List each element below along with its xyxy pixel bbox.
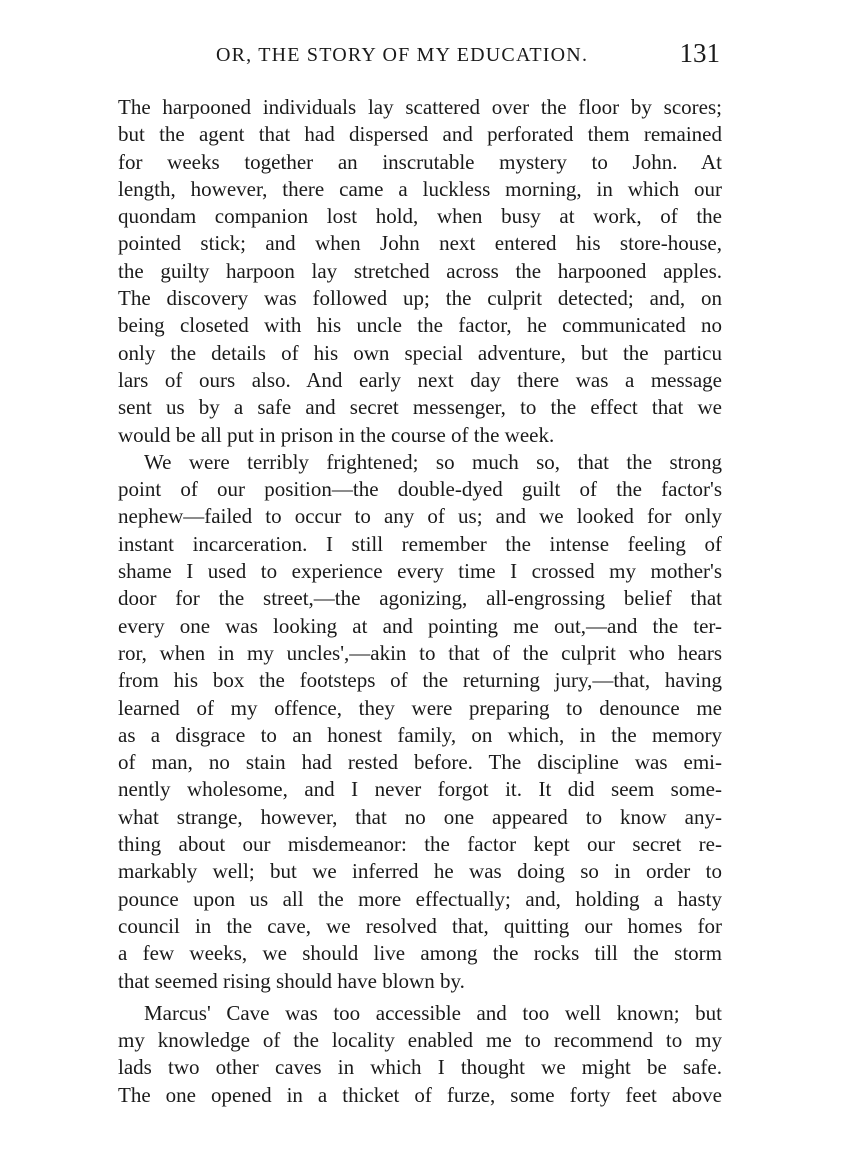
text-line: Marcus' Cave was too accessible and too well known; but	[144, 1000, 722, 1025]
text-line: from his box the footsteps of the returning jury,—that, having	[118, 668, 722, 693]
text-line: would be all put in prison in the course of the week.	[118, 422, 555, 447]
text-line: council in the cave, we resolved that, quitting our homes for	[118, 913, 722, 938]
text-line: The discovery was followed up; the culprit detected; and, on	[118, 286, 722, 311]
text-line: markably well; but we inferred he was doing so in order to	[118, 859, 722, 884]
text-line: every one was looking at and pointing me out,—and the ter-	[118, 613, 722, 638]
text-line: learned of my offence, they were preparing to denounce me	[118, 695, 722, 720]
running-header	[118, 38, 722, 72]
text-line: instant incarceration. I still remember the intense feeling of	[118, 531, 722, 556]
text-line: of man, no stain had rested before. The discipline was emi-	[118, 750, 722, 775]
text-line: point of our position—the double-dyed guilt of the factor's	[118, 477, 722, 502]
text-line: The one opened in a thicket of furze, some forty feet above	[118, 1082, 722, 1107]
text-line: ror, when in my uncles',—akin to that of the culprit who hears	[118, 640, 722, 665]
text-line: pounce upon us all the more effectually; and, holding a hasty	[118, 886, 722, 911]
text-line: what strange, however, that no one appeared to know any-	[118, 804, 722, 829]
text-line: shame I used to experience every time I crossed my mother's	[118, 559, 722, 584]
text-line: The harpooned individuals lay scattered over the floor by scores;	[118, 95, 722, 119]
text-line: lads two other caves in which I thought we might be safe.	[118, 1055, 722, 1080]
text-line: a few weeks, we should live among the rocks till the storm	[118, 941, 722, 966]
paragraph-1	[118, 94, 722, 449]
running-title: OR, THE STORY OF MY EDUCATION.	[216, 44, 589, 66]
text-line: only the details of his own special adventure, but the particu	[118, 340, 722, 365]
text-line: the guilty harpoon lay stretched across the harpooned apples.	[118, 258, 722, 283]
text-line: length, however, there came a luckless morning, in which our	[118, 176, 722, 201]
text-line: nently wholesome, and I never forgot it. It did seem some-	[118, 777, 722, 802]
page-number: 131	[679, 38, 720, 68]
text-line: as a disgrace to an honest family, on which, in the memory	[118, 722, 722, 747]
text-line: pointed stick; and when John next entered his store-house,	[118, 231, 722, 256]
text-line: that seemed rising should have blown by.	[118, 968, 465, 993]
text-line: quondam companion lost hold, when busy at work, of the	[118, 204, 722, 229]
text-line: lars of ours also. And early next day there was a message	[118, 367, 722, 392]
text-line: sent us by a safe and secret messenger, to the effect that we	[118, 395, 722, 420]
body-text	[118, 94, 722, 1109]
text-line: for weeks together an inscrutable mystery to John. At	[118, 149, 722, 174]
text-line: door for the street,—the agonizing, all-engrossing belief that	[118, 586, 722, 611]
paragraph-2	[118, 449, 722, 995]
paragraph-3	[118, 1000, 722, 1109]
text-line: being closeted with his uncle the factor, he communicated no	[118, 313, 722, 338]
text-line: nephew—failed to occur to any of us; and we looked for only	[118, 504, 722, 529]
text-line: my knowledge of the locality enabled me to recommend to my	[118, 1028, 722, 1053]
text-line: thing about our misdemeanor: the factor kept our secret re-	[118, 832, 722, 857]
text-line: We were terribly frightened; so much so, that the strong	[144, 449, 722, 474]
text-line: but the agent that had dispersed and perforated them remained	[118, 122, 722, 147]
